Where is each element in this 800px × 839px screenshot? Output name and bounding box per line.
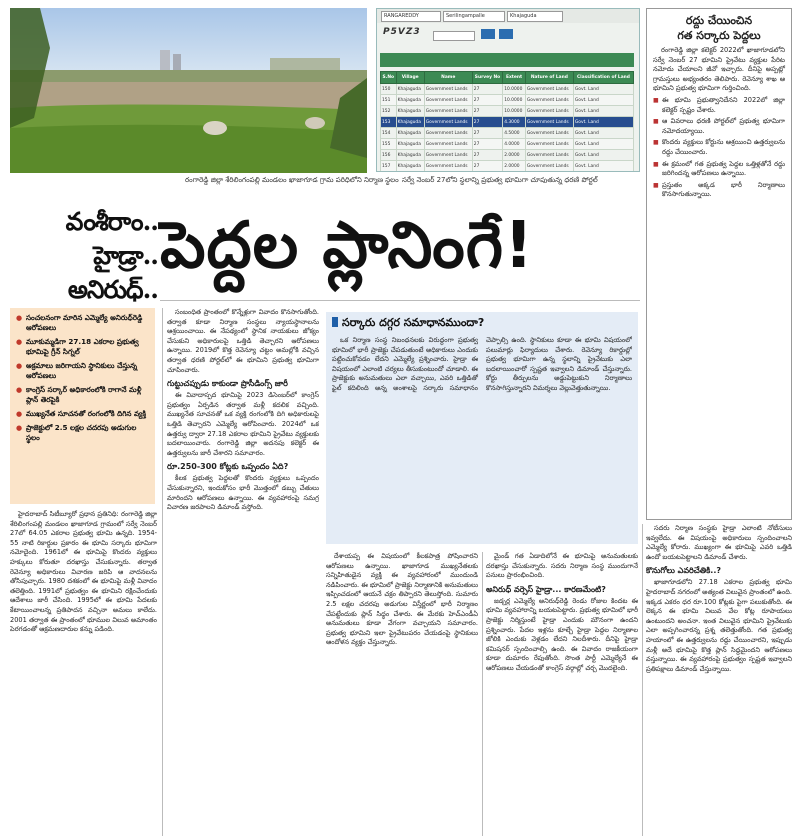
portal-toolbar: [377, 9, 639, 23]
table-cell: 151: [381, 95, 397, 106]
table-cell: 2.0000: [503, 150, 526, 161]
table-row: [381, 172, 634, 173]
question-box-title-text: సర్కారు దగ్గర సమాధానముందా?: [342, 316, 485, 329]
sidebar-bullet: ■ కొందరు వ్యక్తులు కోర్టును ఆశ్రయించి ఉత్తర్వులను రద్దు చేయించారు.: [653, 138, 785, 157]
table-cell: 10.0000: [503, 106, 526, 117]
captcha-image: P5VZ3: [383, 27, 421, 37]
table-cell: 27: [472, 161, 502, 172]
main-headline: పెద్దల ప్లానింగే!: [160, 209, 535, 283]
highlight-item: ● కాంగ్రెస్ సర్కార్ అధికారంలోకి రాగానే మళ్లీ ప్లాన్ తెరపైకి: [16, 385, 149, 405]
col-extent: Extent: [503, 72, 526, 84]
column-rule: [482, 552, 483, 836]
district-select: RANGAREDDY: [381, 11, 441, 22]
sidebar-bullet: ■ ఆ వివరాలు ధరణి పోర్టల్‌లో ప్రభుత్వ భూమిగా నమోదయ్యాయి.: [653, 117, 785, 136]
article-subhead: గుట్టుచప్పుడు కాకుండా ప్రొసీడింగ్స్ జారీ: [167, 379, 288, 389]
col-name: Name: [424, 72, 472, 84]
table-cell: Government Lands: [525, 128, 573, 139]
table-cell: Khajaguda: [396, 139, 424, 150]
left-headline-line: అనిరుధ్..: [67, 275, 158, 304]
table-cell: Govt. Land: [573, 117, 633, 128]
highlights-box: [10, 308, 155, 504]
table-cell: [503, 172, 526, 173]
table-cell: 4.5000: [503, 128, 526, 139]
article-paragraph: ఖాజాగూడలోని 27.18 ఎకరాల ప్రభుత్వ భూమి హైదరాబాద్ నగరంలో అత్యంత విలువైన ప్రాంతంలో ఉంది. ఇక్కడ ఎకరం ధర రూ.100 కోట్లకు పైగా పలుకుతోంది. ఈ లెక్కన ఈ భూమి విలువ వేల కోట్ల రూపాయలు ఉంటుందని అంచనా. ఇంత విలువైన భూమిని ప్రైవేటుకు ఎలా అప్పగించారన్న ప్రశ్న తలెత్తుతోంది. గత ప్రభుత్వ హయాంలో ఈ ఉత్తర్వులను రద్దు చేయించారని, ఇప్పుడు మళ్లీ అదే భూమిపై కొత్త ప్లాన్ సిద్ధమైందని ఆరోపణలు వస్తున్నాయి. ఈ వ్యవహారంపై ప్రభుత్వం స్పష్టత ఇవ్వాలని ప్రతిపక్షాలు డిమాండ్ చేస్తున్నాయి.: [646, 578, 792, 673]
table-cell: Government Lands: [424, 84, 472, 95]
highlight-item: ● సంచలనంగా మారిన ఎమ్మెల్యే అనిరుధ్‌రెడ్డి ఆరోపణలు: [16, 313, 149, 333]
site-photo: [10, 8, 367, 173]
site-photo-image: [10, 8, 367, 173]
article-subhead: అనిరుధ్ వర్సెస్ హైడ్రా... కారణమేంటి?: [486, 584, 606, 594]
table-cell: Government Lands: [424, 139, 472, 150]
table-cell: Khajaguda: [396, 117, 424, 128]
table-cell: Govt. Land: [573, 139, 633, 150]
table-cell: 27: [472, 150, 502, 161]
mandal-select: Serilingampalle: [443, 11, 505, 22]
article-paragraph: దేశాయప్ప ఈ విషయంలో కీలకపాత్ర పోషించారని ఆరోపణలు ఉన్నాయి. ఖాజాగూడ ముఖ్యనేతలకు సన్నిహితుడైన వ్యక్తి ఈ వ్యవహారంలో ముందుండి నడిపించారు. ఈ భూమిలో ప్రాజెక్టు నిర్మాణానికి అనుమతులు ఇప్పించడంలో ఆయనే చక్రం తిప్పారని తెలుస్తోంది. సుమారు 2.5 లక్షల చదరపు అడుగుల విస్తీర్ణంలో భారీ నిర్మాణం చేపట్టేందుకు ప్లాన్ సిద్ధం చేశారు. ఈ మేరకు హెచ్‌ఎండీఏ అనుమతులు కూడా వేగంగా వచ్చాయని సమాచారం. ప్రభుత్వ భూమిని ఇలా ప్రైవేటుపరం చేయడంపై స్థానికులు ఆందోళన వ్యక్తం చేస్తున్నారు.: [326, 552, 478, 647]
table-cell: Khajaguda: [396, 150, 424, 161]
table-cell: Khajaguda: [396, 95, 424, 106]
table-cell: Govt. Land: [573, 95, 633, 106]
table-row: [381, 106, 634, 117]
question-box-body: [332, 336, 632, 540]
article-subhead: కొనుగోలు ఎవరిచేతికి..?: [646, 566, 722, 576]
highlight-item: ● ప్రాజెక్టులో 2.5 లక్షల చదరపు అడుగుల స్థలం: [16, 423, 149, 443]
left-headline-line: హైడ్రా..: [93, 241, 158, 270]
table-cell: Government Lands: [525, 84, 573, 95]
table-row: [381, 95, 634, 106]
table-cell: Government Lands: [424, 95, 472, 106]
table-banner: [380, 53, 634, 67]
table-cell: 27: [472, 128, 502, 139]
table-cell: Government Lands: [424, 161, 472, 172]
table-cell: [573, 172, 633, 173]
photo-caption: రంగారెడ్డి జిల్లా శేరిలింగంపల్లి మండలం ఖాజాగూడ గ్రామ పరిధిలోని నిర్మాణ స్థలం: [185, 176, 399, 184]
table-cell: Govt. Land: [573, 161, 633, 172]
table-cell: Government Lands: [525, 139, 573, 150]
table-row: [381, 150, 634, 161]
table-cell: 27: [472, 106, 502, 117]
table-cell: 27: [472, 95, 502, 106]
article-paragraph: మైండ్ గత ఏడాదిలోనే ఈ భూమిపై అనుమతులకు దరఖాస్తు చేసుకున్నారు. సదరు నిర్మాణ సంస్థ ముందుగానే పనులు ప్రారంభించింది.: [486, 552, 638, 580]
table-cell: Government Lands: [424, 128, 472, 139]
dharani-portal-screenshot: [376, 8, 640, 172]
sidebar-bullet: ■ ఈ భూమి ప్రభుత్వానిదేనని 2022లో జిల్లా కలెక్టర్ స్పష్టం చేశారు.: [653, 96, 785, 115]
question-box-title: [326, 312, 638, 332]
table-cell: Government Lands: [525, 95, 573, 106]
headline-divider: [160, 300, 640, 301]
table-cell: Government Lands: [525, 150, 573, 161]
sidebar-story: [646, 8, 792, 520]
table-cell: 4.0000: [503, 139, 526, 150]
table-cell: Govt. Land: [573, 106, 633, 117]
table-row: [381, 161, 634, 172]
table-cell: 10.0000: [503, 84, 526, 95]
sidebar-title: రద్దు చేయించిన: [685, 14, 753, 27]
article-paragraph: ఈ వివాదాస్పద భూమిపై 2023 డిసెంబర్‌లో కాంగ్రెస్ ప్రభుత్వం ఏర్పడిన తర్వాత మళ్లీ కదలిక వచ్చింది. ముఖ్యనేత సూచనతో ఒక వ్యక్తి రంగంలోకి దిగి అధికారులపై ఒత్తిడి తెచ్చారని ఎమ్మెల్యే ఆరోపించారు. 2024లో ఒక ఉత్తర్వు ద్వారా 27.18 ఎకరాల భూమిని ప్రైవేటు వ్యక్తులకు బదలాయించారు. రంగారెడ్డి జిల్లా అదనపు కలెక్టర్ ఈ ఉత్తర్వులను జారీ చేశారని సమాచారం.: [167, 391, 319, 457]
table-row: [381, 139, 634, 150]
col-survey: Survey No: [472, 72, 502, 84]
sidebar-subtitle: గత సర్కారు పెద్దలు: [677, 29, 761, 42]
sidebar-body: రంగారెడ్డి జిల్లా కలెక్టర్ 2022లో ఖాజాగూడలోని సర్వే నెంబర్ 27 భూమిని ప్రైవేటు వ్యక్తుల పేరిట నమోదు చేయాలని జీవో ఇచ్చారు. దీనిపై అప్పట్లో గ్రామస్తులు అభ్యంతరం తెలిపారు. రెవెన్యూ శాఖ ఆ భూమిని ప్రభుత్వ భూమిగా గుర్తించింది.: [653, 46, 785, 93]
table-cell: Govt. Land: [573, 150, 633, 161]
table-cell: [381, 172, 397, 173]
article-paragraph: సంబంధిత ప్రాంతంలో కొన్నేళ్లుగా వివాదం కొనసాగుతోంది. తర్వాత కూడా నిర్మాణ సంస్థలు న్యాయస్థానాలను ఆశ్రయించాయి. ఈ నేపథ్యంలో స్థానిక నాయకులు జోక్యం చేసుకుని అధికారులపై ఒత్తిడి తెచ్చారని ఆరోపణలు ఉన్నాయి. 2019లో కొత్త రెవెన్యూ చట్టం అమల్లోకి వచ్చిన తర్వాత ధరణి పోర్టల్‌లో ఈ భూమిని ప్రభుత్వ భూమిగా చూపించారు.: [167, 308, 319, 374]
table-cell: [525, 172, 573, 173]
screenshot-caption: సర్వే నెంబర్ 27లోని స్థలాన్ని ప్రభుత్వ భూమిగా చూపుతున్న ధరణి పోర్టల్: [402, 176, 598, 184]
fetch-button: [481, 29, 495, 39]
article-col-4: [486, 552, 638, 836]
table-cell: 27: [472, 84, 502, 95]
table-header-row: [381, 72, 634, 84]
article-col-3: [326, 552, 478, 836]
article-paragraph: జడ్చర్ల ఎమ్మెల్యే అనిరుధ్‌రెడ్డి రెండు రోజుల కిందట ఈ భూమి వ్యవహారాన్ని బయటపెట్టారు. ప్రభుత్వ భూమిలో భారీ ప్రాజెక్టు నిర్మిస్తుంటే హైడ్రా ఎందుకు మౌనంగా ఉందని ప్రశ్నించారు. పేదల ఇళ్లను కూల్చే హైడ్రా పెద్దల నిర్మాణాల జోలికి ఎందుకు వెళ్లడం లేదని నిలదీశారు. దీనిపై హైడ్రా కమిషనర్ స్పందించాల్సి ఉంది. ఈ వివాదం రాజకీయంగా కూడా దుమారం రేపుతోంది. సొంత పార్టీ ఎమ్మెల్యేనే ఈ ఆరోపణలు చేయడంతో కాంగ్రెస్ వర్గాల్లో చర్చ మొదలైంది.: [486, 596, 638, 672]
table-cell: Khajaguda: [396, 84, 424, 95]
table-cell: 153: [381, 117, 397, 128]
article-paragraph: సదరు నిర్మాణ సంస్థకు హైడ్రా ఎలాంటి నోటీసులు ఇవ్వలేదు. ఈ విషయంపై అధికారులు స్పందించాలని ఎమ్మెల్యే కోరారు. ముఖ్యంగా ఈ భూమిపై ఎవరి ఒత్తిడి ఉందో బయటపెట్టాలని డిమాండ్ చేశారు.: [646, 524, 792, 561]
table-row: [381, 117, 634, 128]
highlight-item: ● అక్రమాలు జరిగాయని స్థానికులు చేస్తున్న ఆరోపణలు: [16, 361, 149, 381]
table-cell: 155: [381, 139, 397, 150]
table-cell: [396, 172, 424, 173]
article-col-1: [10, 510, 157, 835]
article-paragraph: హైదరాబాద్ సిటీబ్యూరో ప్రధాన ప్రతినిధి: రంగారెడ్డి జిల్లా శేరిలింగంపల్లి మండలం ఖాజాగూడ గ్రామంలో సర్వే నెంబర్ 27లో 64.05 ఎకరాల ప్రభుత్వ భూమి ఉన్నది. 1954-55 నాటి రికార్డుల ప్రకారం ఈ భూమి సర్కారు భూమిగా నమోదైంది. 1961లో ఈ భూమిపై కొందరు వ్యక్తులు హక్కులు కోరుతూ దరఖాస్తు చేసుకున్నారు. తర్వాత రెవెన్యూ అధికారులు విచారణ జరిపి ఆ వాదనలను తోసిపుచ్చారు. 1980 దశకంలో ఈ భూమిపై మళ్లీ వివాదం తలెత్తింది. 1991లో ప్రభుత్వం ఈ భూమిని రక్షించేందుకు ఆదేశాలు జారీ చేసింది. 1995లో ఈ భూమి పేదలకు కేటాయించాలన్న ప్రతిపాదన వచ్చినా అమలు కాలేదు. 2001 తర్వాత ఈ ప్రాంతంలో భూముల విలువ అమాంతం పెరగడంతో ఆక్రమణదారుల కన్ను పడింది.: [10, 510, 157, 634]
article-col-5: [646, 524, 792, 836]
table-row: [381, 84, 634, 95]
article-col-2: [167, 308, 319, 836]
table-cell: 154: [381, 128, 397, 139]
table-cell: 27: [472, 139, 502, 150]
captcha-input: [433, 31, 475, 41]
table-cell: Government Lands: [424, 106, 472, 117]
sidebar-bullet: ■ ప్రస్తుతం అక్కడ భారీ నిర్మాణాలు కొనసాగుతున్నాయి.: [653, 181, 785, 200]
sidebar-bullet: ■ ఈ క్రమంలో గత ప్రభుత్వ పెద్దల ఒత్తిళ్లతోనే రద్దు జరిగిందన్న ఆరోపణలు ఉన్నాయి.: [653, 160, 785, 179]
table-cell: Khajaguda: [396, 128, 424, 139]
title-marker: [332, 317, 338, 327]
col-nature: Nature of Land: [525, 72, 573, 84]
highlight-item: ● ముఖ్యనేత సూచనతో రంగంలోకి దిగిన వ్యక్తి: [16, 409, 149, 419]
table-cell: Khajaguda: [396, 161, 424, 172]
table-cell: Khajaguda: [396, 106, 424, 117]
table-cell: Government Lands: [525, 161, 573, 172]
table-cell: Government Lands: [424, 117, 472, 128]
table-cell: Govt. Land: [573, 128, 633, 139]
table-cell: Govt. Land: [573, 84, 633, 95]
left-headline-line: వంశీరాం..: [65, 207, 158, 236]
table-cell: 27: [472, 117, 502, 128]
sidebar-bullets: [653, 96, 785, 200]
col-village: Village: [396, 72, 424, 84]
land-records-table: [380, 71, 634, 172]
table-cell: Government Lands: [525, 106, 573, 117]
table-cell: Government Lands: [525, 117, 573, 128]
table-cell: [472, 172, 502, 173]
reset-button: [499, 29, 513, 39]
table-cell: [424, 172, 472, 173]
table-cell: 150: [381, 84, 397, 95]
table-cell: 157: [381, 161, 397, 172]
question-box-paragraph: ఒక నిర్మాణ సంస్థ నిబంధనలకు విరుద్ధంగా ప్రభుత్వ భూమిలో భారీ ప్రాజెక్టు చేపడుతుంటే అధికారులు ఎందుకు పట్టించుకోవడం లేదని ఎమ్మెల్యే ప్రశ్నించారు. హైడ్రా ఈ విషయంలో ఎలాంటి చర్యలు తీసుకుంటుందో చూడాలి. ఈ ప్రాజెక్టుకు అనుమతులు ఎలా వచ్చాయి, ఎవరి ఒత్తిడితో ఫైల్ కదిలింది అన్న అంశాలపై సర్కారు సమాధానం చెప్పాల్సి ఉంది. స్థానికులు కూడా ఈ భూమి విషయంలో పలుమార్లు ఫిర్యాదులు చేశారు. రెవెన్యూ రికార్డుల్లో ప్రభుత్వ భూమిగా ఉన్న స్థలాన్ని ప్రైవేటుకు ఎలా బదలాయించారో స్పష్టత ఇవ్వాలని డిమాండ్ చేస్తున్నారు. కోర్టు తీర్పులను అడ్డుపెట్టుకుని నిర్మాణాలు కొనసాగిస్తున్నారని విమర్శలు వెల్లువెత్తుతున్నాయి.: [332, 336, 632, 392]
column-rule: [162, 308, 163, 836]
article-subhead: రూ.250-300 కోట్లకు ఒప్పందం ఏది?: [167, 462, 289, 472]
left-headline: [8, 205, 158, 307]
table-cell: Government Lands: [424, 150, 472, 161]
sidebar-question-box: [326, 312, 638, 544]
article-paragraph: కీలక ప్రభుత్వ పెద్దలతో కొందరు వ్యక్తులు ఒప్పందం చేసుకున్నారని, ఇందుకోసం భారీ మొత్తంలో డబ్బు చేతులు మారిందని ఆరోపణలు ఉన్నాయి. ఈ వ్యవహారంపై సమగ్ర విచారణ జరపాలని డిమాండ్ వస్తోంది.: [167, 474, 319, 512]
table-row: [381, 128, 634, 139]
column-rule: [642, 524, 643, 836]
col-classification: Classification of Land: [573, 72, 633, 84]
table-cell: 156: [381, 150, 397, 161]
table-cell: 2.0000: [503, 161, 526, 172]
col-sno: S.No: [381, 72, 397, 84]
village-select: Khajaguda: [507, 11, 563, 22]
table-cell: 4.3000: [503, 117, 526, 128]
table-cell: 10.0000: [503, 95, 526, 106]
highlight-item: ● మూకుమ్మడిగా 27.18 ఎకరాల ప్రభుత్వ భూమిపై గ్రీన్ సిగ్నల్: [16, 337, 149, 357]
table-cell: 152: [381, 106, 397, 117]
